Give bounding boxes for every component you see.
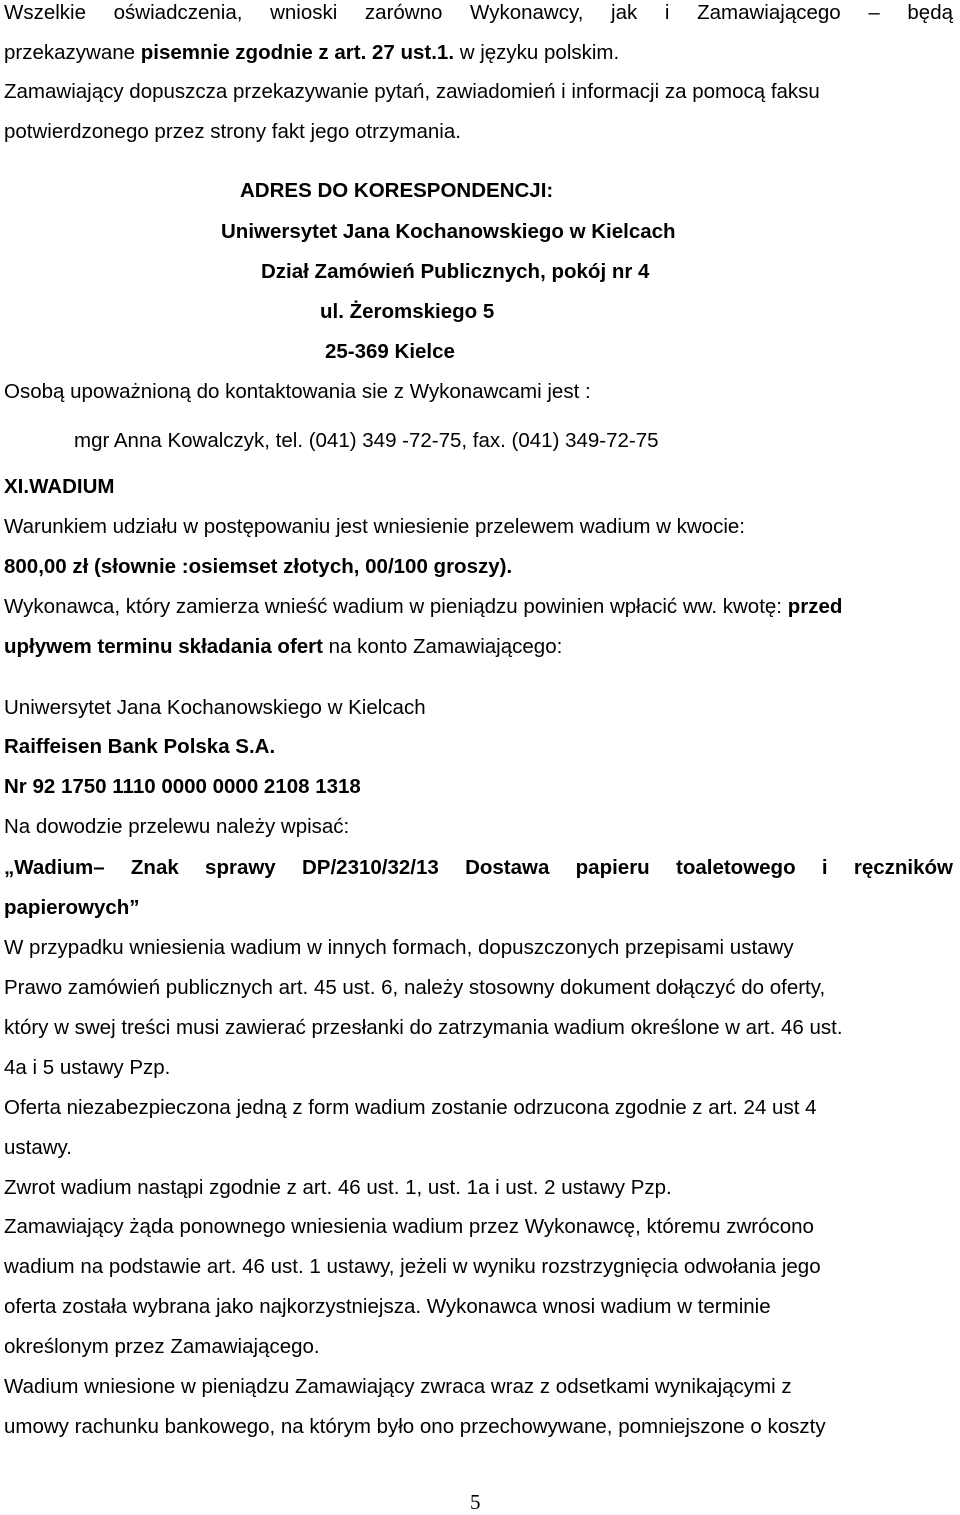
address-city: 25-369 Kielce bbox=[325, 340, 455, 363]
intro-line-2 bbox=[4, 40, 619, 66]
intro-line-2-tail: w języku polskim. bbox=[454, 41, 620, 64]
wadium-deadline-bold: upływem terminu składania ofert bbox=[4, 635, 323, 658]
other-forms-line-3: który w swej treści musi zawierać przesłanki do zatrzymania wadium określone w art. 46 ust. bbox=[4, 1016, 843, 1039]
rejection-line-2: ustawy. bbox=[4, 1136, 72, 1159]
cash-return-line-1: Wadium wniesione w pieniądzu Zamawiający zwraca wraz z odsetkami wynikającymi z bbox=[4, 1375, 792, 1398]
wadium-payment-bold: przed bbox=[787, 595, 843, 618]
intro-line-1-dash: – bbox=[868, 1, 880, 24]
wadium-amount: 800,00 zł (słownie :osiemset złotych, 00/100 groszy). bbox=[4, 555, 513, 578]
intro-line-3: Zamawiający dopuszcza przekazywanie pytań, zawiadomień i informacji za pomocą faksu bbox=[4, 80, 820, 103]
address-street: ul. Żeromskiego 5 bbox=[320, 300, 495, 323]
address-university: Uniwersytet Jana Kochanowskiego w Kielcach bbox=[221, 220, 676, 243]
intro-line-1-end: będą bbox=[907, 1, 953, 24]
intro-line-1-text: Wszelkie oświadczenia, wnioski zarówno Wykonawcy, jak i Zamawiającego bbox=[4, 1, 841, 24]
contact-intro: Osobą upoważnioną do kontaktowania sie z Wykonawcami jest : bbox=[4, 380, 591, 403]
other-forms-line-4: 4a i 5 ustawy Pzp. bbox=[4, 1056, 171, 1079]
intro-line-4: potwierdzonego przez strony fakt jego otrzymania. bbox=[4, 120, 461, 143]
resubmit-line-1: Zamawiający żąda ponownego wniesienia wadium przez Wykonawcę, któremu zwrócono bbox=[4, 1215, 814, 1238]
wadium-payment-text: Wykonawca, który zamierza wnieść wadium w pieniądzu powinien wpłacić ww. kwotę: bbox=[4, 595, 788, 618]
rejection-line-1: Oferta niezabezpieczona jedną z form wadium zostanie odrzucona zgodnie z art. 24 ust 4 bbox=[4, 1096, 817, 1119]
transfer-title-line-1: „Wadium– Znak sprawy DP/2310/32/13 Dostawa papieru toaletowego i ręczników bbox=[4, 856, 953, 879]
bank-account-number: Nr 92 1750 1110 0000 0000 2108 1318 bbox=[4, 775, 361, 798]
resubmit-line-2: wadium na podstawie art. 46 ust. 1 ustawy, jeżeli w wyniku rozstrzygnięcia odwołania jego bbox=[4, 1255, 821, 1278]
intro-line-1 bbox=[4, 0, 953, 26]
transfer-note: Na dowodzie przelewu należy wpisać: bbox=[4, 815, 350, 838]
return-line: Zwrot wadium nastąpi zgodnie z art. 46 ust. 1, ust. 1a i ust. 2 ustawy Pzp. bbox=[4, 1176, 672, 1199]
wadium-payment-line-2 bbox=[4, 634, 562, 660]
transfer-title-line-2: papierowych” bbox=[4, 896, 140, 919]
bank-owner: Uniwersytet Jana Kochanowskiego w Kielcach bbox=[4, 696, 426, 719]
cash-return-line-2: umowy rachunku bankowego, na którym było ono przechowywane, pomniejszone o koszty bbox=[4, 1415, 826, 1438]
intro-line-2-text: przekazywane bbox=[4, 41, 141, 64]
address-heading: ADRES DO KORESPONDENCJI: bbox=[240, 179, 554, 202]
resubmit-line-4: określonym przez Zamawiającego. bbox=[4, 1335, 320, 1358]
address-department: Dział Zamówień Publicznych, pokój nr 4 bbox=[261, 260, 650, 283]
section-title: XI.WADIUM bbox=[4, 475, 115, 498]
wadium-account-intro: na konto Zamawiającego: bbox=[322, 635, 563, 658]
contact-person: mgr Anna Kowalczyk, tel. (041) 349 -72-75, fax. (041) 349-72-75 bbox=[74, 429, 659, 452]
resubmit-line-3: oferta została wybrana jako najkorzystniejsza. Wykonawca wnosi wadium w terminie bbox=[4, 1295, 771, 1318]
wadium-condition: Warunkiem udziału w postępowaniu jest wniesienie przelewem wadium w kwocie: bbox=[4, 515, 745, 538]
other-forms-line-1: W przypadku wniesienia wadium w innych formach, dopuszczonych przepisami ustawy bbox=[4, 936, 794, 959]
page-number: 5 bbox=[470, 1490, 481, 1514]
bank-name: Raiffeisen Bank Polska S.A. bbox=[4, 735, 276, 758]
wadium-payment-line-1 bbox=[4, 594, 842, 620]
other-forms-line-2: Prawo zamówień publicznych art. 45 ust. 6, należy stosowny dokument dołączyć do oferty, bbox=[4, 976, 826, 999]
intro-line-2-bold: pisemnie zgodnie z art. 27 ust.1. bbox=[140, 41, 455, 64]
